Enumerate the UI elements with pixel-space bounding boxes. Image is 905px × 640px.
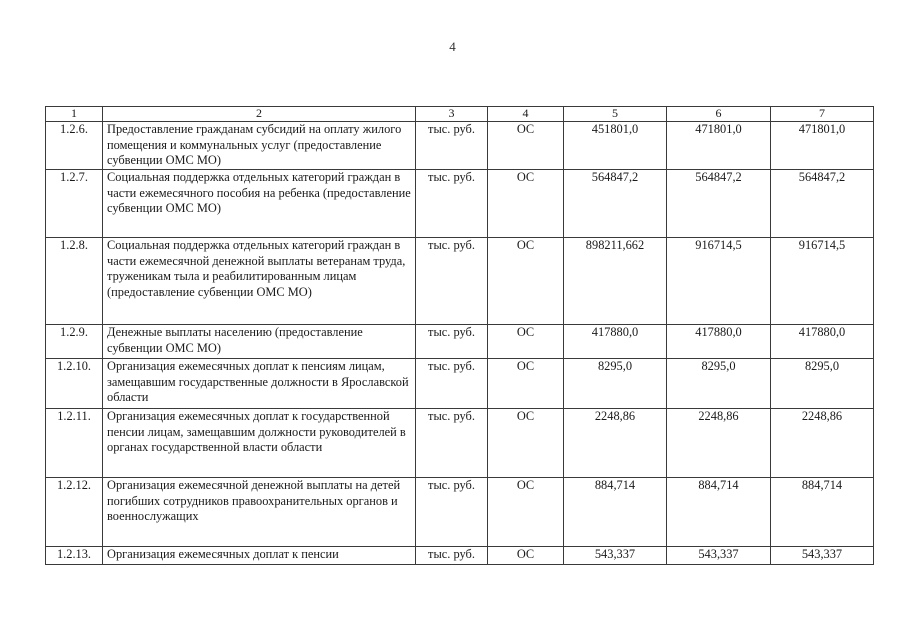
row-description: Организация ежемесячных доплат к пенсиям лицам, замещавшим государственные должности в Ярославской области bbox=[103, 359, 416, 409]
column-header: 3 bbox=[416, 107, 488, 122]
row-value-col6: 2248,86 bbox=[667, 409, 771, 478]
row-value-col5: 2248,86 bbox=[564, 409, 667, 478]
row-value-col7: 884,714 bbox=[771, 478, 874, 547]
row-value-col6: 916714,5 bbox=[667, 238, 771, 325]
row-unit: тыс. руб. bbox=[416, 170, 488, 238]
row-description: Организация ежемесячной денежной выплаты на детей погибших сотрудников правоохранительных органов и военнослужащих bbox=[103, 478, 416, 547]
row-number: 1.2.10. bbox=[46, 359, 103, 409]
row-value-col6: 471801,0 bbox=[667, 122, 771, 170]
row-value-col7: 2248,86 bbox=[771, 409, 874, 478]
table-row bbox=[46, 122, 874, 170]
row-description: Организация ежемесячных доплат к пенсии bbox=[103, 547, 416, 565]
row-value-col7: 417880,0 bbox=[771, 325, 874, 359]
row-value-col6: 8295,0 bbox=[667, 359, 771, 409]
row-value-col7: 564847,2 bbox=[771, 170, 874, 238]
row-number: 1.2.13. bbox=[46, 547, 103, 565]
row-source: ОС bbox=[488, 238, 564, 325]
row-value-col5: 884,714 bbox=[564, 478, 667, 547]
row-source: ОС bbox=[488, 547, 564, 565]
row-unit: тыс. руб. bbox=[416, 478, 488, 547]
table-header-row bbox=[46, 107, 874, 122]
row-value-col7: 543,337 bbox=[771, 547, 874, 565]
row-number: 1.2.11. bbox=[46, 409, 103, 478]
table-row bbox=[46, 478, 874, 547]
column-header: 5 bbox=[564, 107, 667, 122]
page-number: 4 bbox=[449, 39, 456, 54]
row-description: Социальная поддержка отдельных категорий граждан в части ежемесячной денежной выплаты ветеранам труда, труженикам тыла и реабилитированным лицам (предоставление субвенции ОМС МО) bbox=[103, 238, 416, 325]
row-value-col7: 916714,5 bbox=[771, 238, 874, 325]
column-header: 4 bbox=[488, 107, 564, 122]
row-unit: тыс. руб. bbox=[416, 325, 488, 359]
row-unit: тыс. руб. bbox=[416, 238, 488, 325]
row-description: Денежные выплаты населению (предоставление субвенции ОМС МО) bbox=[103, 325, 416, 359]
row-value-col5: 898211,662 bbox=[564, 238, 667, 325]
row-value-col7: 471801,0 bbox=[771, 122, 874, 170]
row-value-col6: 543,337 bbox=[667, 547, 771, 565]
budget-table bbox=[45, 106, 874, 565]
row-source: ОС bbox=[488, 478, 564, 547]
row-description: Предоставление гражданам субсидий на оплату жилого помещения и коммунальных услуг (предоставление субвенции ОМС МО) bbox=[103, 122, 416, 170]
row-unit: тыс. руб. bbox=[416, 547, 488, 565]
row-value-col5: 417880,0 bbox=[564, 325, 667, 359]
row-description: Организация ежемесячных доплат к государственной пенсии лицам, замещавшим должности руководителей в органах государственной власти области bbox=[103, 409, 416, 478]
table-row bbox=[46, 238, 874, 325]
row-number: 1.2.6. bbox=[46, 122, 103, 170]
column-header: 7 bbox=[771, 107, 874, 122]
row-value-col6: 417880,0 bbox=[667, 325, 771, 359]
table-row bbox=[46, 409, 874, 478]
row-number: 1.2.7. bbox=[46, 170, 103, 238]
row-unit: тыс. руб. bbox=[416, 122, 488, 170]
row-unit: тыс. руб. bbox=[416, 409, 488, 478]
row-unit: тыс. руб. bbox=[416, 359, 488, 409]
row-number: 1.2.12. bbox=[46, 478, 103, 547]
row-value-col6: 564847,2 bbox=[667, 170, 771, 238]
row-value-col6: 884,714 bbox=[667, 478, 771, 547]
table-row bbox=[46, 359, 874, 409]
row-value-col5: 8295,0 bbox=[564, 359, 667, 409]
row-value-col5: 543,337 bbox=[564, 547, 667, 565]
row-value-col7: 8295,0 bbox=[771, 359, 874, 409]
row-source: ОС bbox=[488, 325, 564, 359]
row-value-col5: 564847,2 bbox=[564, 170, 667, 238]
row-source: ОС bbox=[488, 359, 564, 409]
table-row bbox=[46, 170, 874, 238]
row-description: Социальная поддержка отдельных категорий граждан в части ежемесячного пособия на ребенка (предоставление субвенции ОМС МО) bbox=[103, 170, 416, 238]
column-header: 2 bbox=[103, 107, 416, 122]
row-number: 1.2.8. bbox=[46, 238, 103, 325]
row-source: ОС bbox=[488, 122, 564, 170]
column-header: 1 bbox=[46, 107, 103, 122]
row-source: ОС bbox=[488, 170, 564, 238]
table-row bbox=[46, 547, 874, 565]
row-value-col5: 451801,0 bbox=[564, 122, 667, 170]
column-header: 6 bbox=[667, 107, 771, 122]
row-number: 1.2.9. bbox=[46, 325, 103, 359]
row-source: ОС bbox=[488, 409, 564, 478]
table-row bbox=[46, 325, 874, 359]
